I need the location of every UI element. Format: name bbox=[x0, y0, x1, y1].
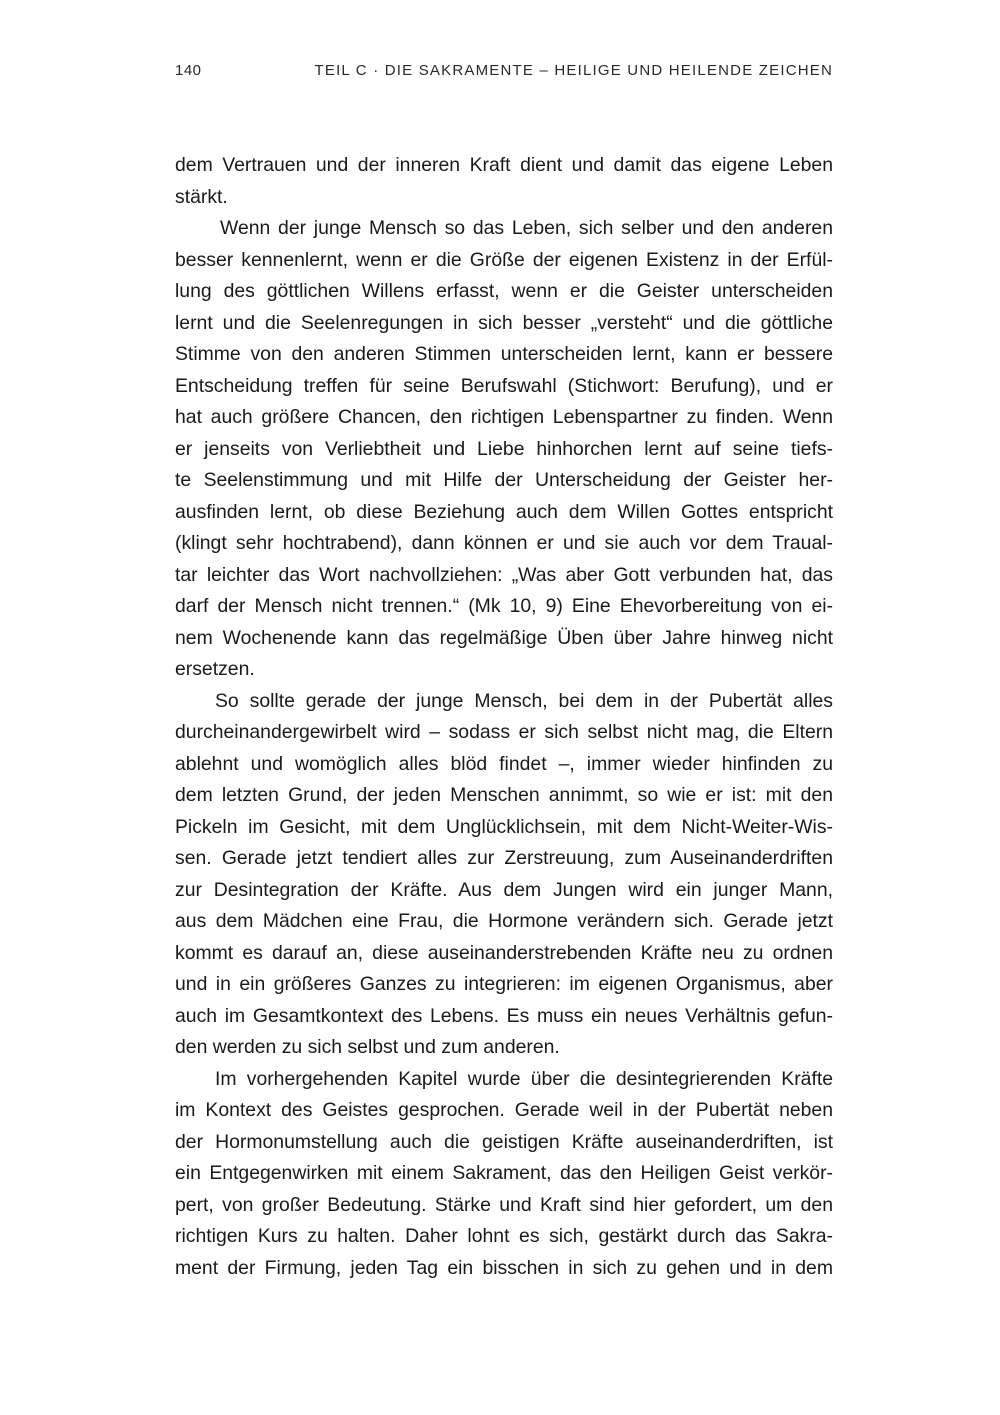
text-line: besser kennenlernt, wenn er die Größe der eigenen Existenz in der Erfül- bbox=[175, 248, 833, 271]
body-text bbox=[175, 150, 833, 1284]
text-line: dem Vertrauen und der inneren Kraft dient und damit das eigene Leben bbox=[175, 154, 833, 176]
text-line: im Kontext des Geistes gesprochen. Gerade weil in der Pubertät neben bbox=[175, 1099, 833, 1121]
text-line: nem Wochenende kann das regelmäßige Üben über Jahre hinweg nicht bbox=[175, 626, 833, 649]
text-line: ersetzen. bbox=[175, 658, 255, 680]
paragraph-2 bbox=[175, 213, 833, 686]
text-line: Im vorhergehenden Kapitel wurde über die desintegrierenden Kräfte bbox=[215, 1067, 833, 1090]
text-line: Pickeln im Gesicht, mit dem Unglücklichsein, mit dem Nicht-Weiter-Wis- bbox=[175, 815, 833, 838]
text-line: stärkt. bbox=[175, 185, 228, 208]
text-line: Stimme von den anderen Stimmen unterscheiden lernt, kann er bessere bbox=[175, 343, 833, 365]
text-line: lung des göttlichen Willens erfasst, wenn er die Geister unterscheiden bbox=[175, 280, 833, 302]
text-line: hat auch größere Chancen, den richtigen Lebenspartner zu finden. Wenn bbox=[175, 406, 833, 428]
running-header bbox=[175, 62, 833, 86]
chapter-title: TEIL C · DIE SAKRAMENTE – HEILIGE UND HEILENDE ZEICHEN bbox=[314, 62, 833, 79]
text-line: darf der Mensch nicht trennen.“ (Mk 10, 9) Eine Ehevorbereitung von ei- bbox=[175, 595, 833, 617]
paragraph-4 bbox=[175, 1064, 833, 1285]
text-line: und in ein größeres Ganzes zu integrieren: im eigenen Organismus, aber bbox=[175, 973, 833, 995]
text-line: den werden zu sich selbst und zum anderen. bbox=[175, 1036, 560, 1058]
text-line: So sollte gerade der junge Mensch, bei dem in der Pubertät alles bbox=[215, 689, 833, 712]
text-line: Wenn der junge Mensch so das Leben, sich selber und den anderen bbox=[220, 217, 833, 239]
text-line: durcheinandergewirbelt wird – sodass er sich selbst nicht mag, die Eltern bbox=[175, 721, 833, 743]
text-line: der Hormonumstellung auch die geistigen Kräfte auseinanderdriften, ist bbox=[175, 1130, 833, 1153]
text-line: ablehnt und womöglich alles blöd findet –, immer wieder hinfinden zu bbox=[175, 752, 833, 775]
paragraph-1 bbox=[175, 150, 833, 213]
text-line: lernt und die Seelenregungen in sich besser „versteht“ und die göttliche bbox=[175, 311, 833, 334]
text-line: richtigen Kurs zu halten. Daher lohnt es sich, gestärkt durch das Sakra- bbox=[175, 1225, 833, 1247]
text-line: kommt es darauf an, diese auseinanderstrebenden Kräfte neu zu ordnen bbox=[175, 941, 833, 964]
text-line: ment der Firmung, jeden Tag ein bisschen in sich zu gehen und in dem bbox=[175, 1256, 833, 1279]
text-line: aus dem Mädchen eine Frau, die Hormone verändern sich. Gerade jetzt bbox=[175, 910, 833, 932]
text-line: pert, von großer Bedeutung. Stärke und Kraft sind hier gefordert, um den bbox=[175, 1193, 833, 1216]
text-line: tar leichter das Wort nachvollziehen: „Was aber Gott verbunden hat, das bbox=[175, 563, 833, 586]
text-line: (klingt sehr hochtrabend), dann können er und sie auch vor dem Traual- bbox=[175, 532, 833, 554]
text-line: zur Desintegration der Kräfte. Aus dem Jungen wird ein junger Mann, bbox=[175, 878, 833, 901]
page-number: 140 bbox=[175, 62, 202, 79]
paragraph-3 bbox=[175, 686, 833, 1064]
text-line: auch im Gesamtkontext des Lebens. Es muss ein neues Verhältnis gefun- bbox=[175, 1004, 833, 1027]
text-line: dem letzten Grund, der jeden Menschen annimmt, so wie er ist: mit den bbox=[175, 784, 833, 806]
text-line: te Seelenstimmung und mit Hilfe der Unterscheidung der Geister her- bbox=[175, 469, 833, 491]
text-line: sen. Gerade jetzt tendiert alles zur Zerstreuung, zum Auseinanderdriften bbox=[175, 847, 833, 869]
text-line: ausfinden lernt, ob diese Beziehung auch dem Willen Gottes entspricht bbox=[175, 500, 833, 523]
text-line: Entscheidung treffen für seine Berufswahl (Stichwort: Berufung), und er bbox=[175, 374, 833, 397]
text-line: er jenseits von Verliebtheit und Liebe hinhorchen lernt auf seine tiefs- bbox=[175, 437, 833, 460]
text-line: ein Entgegenwirken mit einem Sakrament, das den Heiligen Geist verkör- bbox=[175, 1162, 833, 1184]
